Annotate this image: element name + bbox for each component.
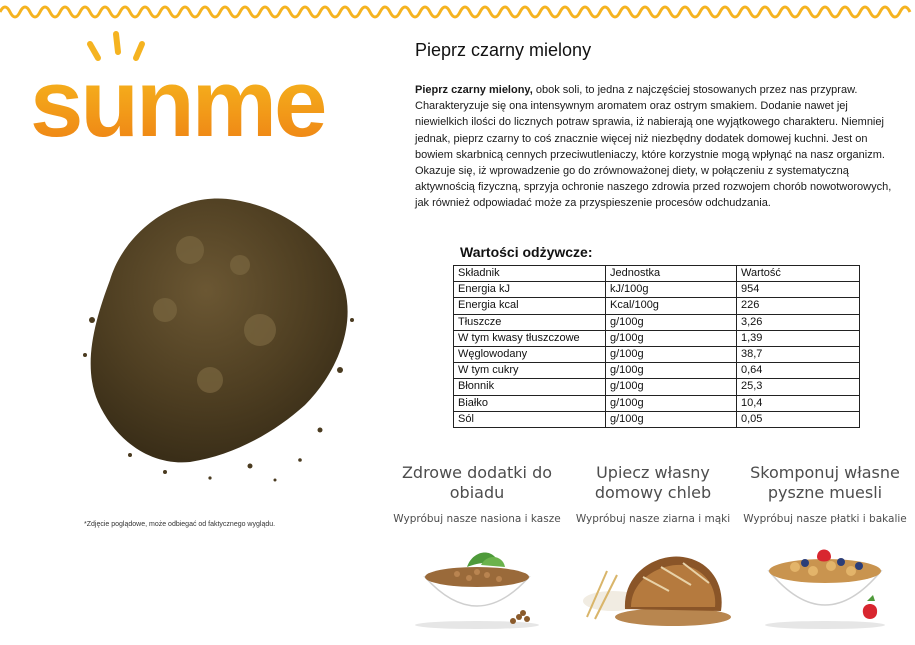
table-cell: W tym kwasy tłuszczowe xyxy=(454,330,606,346)
promo-subtitle: Wypróbuj nasze nasiona i kasze xyxy=(393,513,561,525)
promo-heading: Upiecz własny domowy chleb xyxy=(594,463,712,502)
promo-tile-bread xyxy=(568,463,738,631)
table-cell: g/100g xyxy=(606,379,737,395)
table-cell: 1,39 xyxy=(737,330,860,346)
promo-heading: Zdrowe dodatki do obiadu xyxy=(401,463,553,502)
table-row xyxy=(454,314,860,330)
table-cell: 10,4 xyxy=(737,395,860,411)
product-title: Pieprz czarny mielony xyxy=(415,40,592,60)
promo-tile-dinner xyxy=(392,463,562,631)
table-cell: Węglowodany xyxy=(454,346,606,362)
sunme-logo xyxy=(28,28,328,148)
table-cell: g/100g xyxy=(606,314,737,330)
table-cell: g/100g xyxy=(606,395,737,411)
column-header: Jednostka xyxy=(606,266,737,282)
promo-tile-muesli xyxy=(740,463,910,631)
table-cell: Energia kJ xyxy=(454,282,606,298)
table-cell: Energia kcal xyxy=(454,298,606,314)
table-cell: g/100g xyxy=(606,346,737,362)
wavy-border xyxy=(0,0,915,22)
table-row xyxy=(454,282,860,298)
buckwheat-bowl-icon xyxy=(407,531,547,631)
nutrition-table xyxy=(453,265,860,428)
logo-wordmark: sunme xyxy=(30,50,325,148)
table-cell: W tym cukry xyxy=(454,363,606,379)
column-header: Wartość xyxy=(737,266,860,282)
table-cell: g/100g xyxy=(606,363,737,379)
table-cell: 3,26 xyxy=(737,314,860,330)
table-cell: g/100g xyxy=(606,411,737,427)
promo-subtitle: Wypróbuj nasze ziarna i mąki xyxy=(575,513,731,525)
table-cell: Błonnik xyxy=(454,379,606,395)
product-description xyxy=(415,82,900,212)
table-row xyxy=(454,379,860,395)
table-row xyxy=(454,411,860,427)
table-header-row xyxy=(454,266,860,282)
description-lead: Pieprz czarny mielony, xyxy=(415,84,533,96)
table-row xyxy=(454,363,860,379)
table-cell: Kcal/100g xyxy=(606,298,737,314)
description-body: obok soli, to jedna z najczęściej stosowanych przez nas przypraw. Charakteryzuje się ona intensywnym aromatem oraz ostrym smakiem. Dodanie nawet jej niewielkich ilości do licznych potraw sprawia, iż nabierają one wyjątkowego charakteru. Niemniej jednak, pieprz czarny to coś znacznie więcej niż niezbędny dodatek domowej kuchni. Jest on bowiem skarbnicą cennych przeciwutleniaczy, które korzystnie mogą wpłynąć na nasz organizm. Okazuje się, iż wprowadzenie go do zrównoważonej diety, w połączeniu z systematyczną aktywnością fizyczną, sprzyja ochronie naszego zdrowia przed rozwojem chorób nowotworowych, jak również odpowiadać może za przyspieszenie procesów odchudzania. xyxy=(415,84,892,210)
table-row xyxy=(454,298,860,314)
promo-subtitle: Wypróbuj nasze płatki i bakalie xyxy=(743,513,907,525)
table-cell: 25,3 xyxy=(737,379,860,395)
table-cell: 38,7 xyxy=(737,346,860,362)
nutrition-title: Wartości odżywcze: xyxy=(460,244,593,260)
bread-loaf-icon xyxy=(573,531,733,631)
table-cell: kJ/100g xyxy=(606,282,737,298)
table-cell: 954 xyxy=(737,282,860,298)
promo-heading: Skomponuj własne pyszne muesli xyxy=(750,463,900,502)
table-cell: 0,64 xyxy=(737,363,860,379)
image-disclaimer: *Zdjęcie poglądowe, może odbiegać od faktycznego wyglądu. xyxy=(84,521,276,528)
column-header: Składnik xyxy=(454,266,606,282)
pepper-powder-image xyxy=(70,170,360,490)
table-row xyxy=(454,395,860,411)
table-cell: 226 xyxy=(737,298,860,314)
table-row xyxy=(454,330,860,346)
table-cell: 0,05 xyxy=(737,411,860,427)
table-cell: Sól xyxy=(454,411,606,427)
table-row xyxy=(454,346,860,362)
table-cell: Białko xyxy=(454,395,606,411)
table-cell: g/100g xyxy=(606,330,737,346)
table-cell: Tłuszcze xyxy=(454,314,606,330)
muesli-bowl-icon xyxy=(755,531,895,631)
